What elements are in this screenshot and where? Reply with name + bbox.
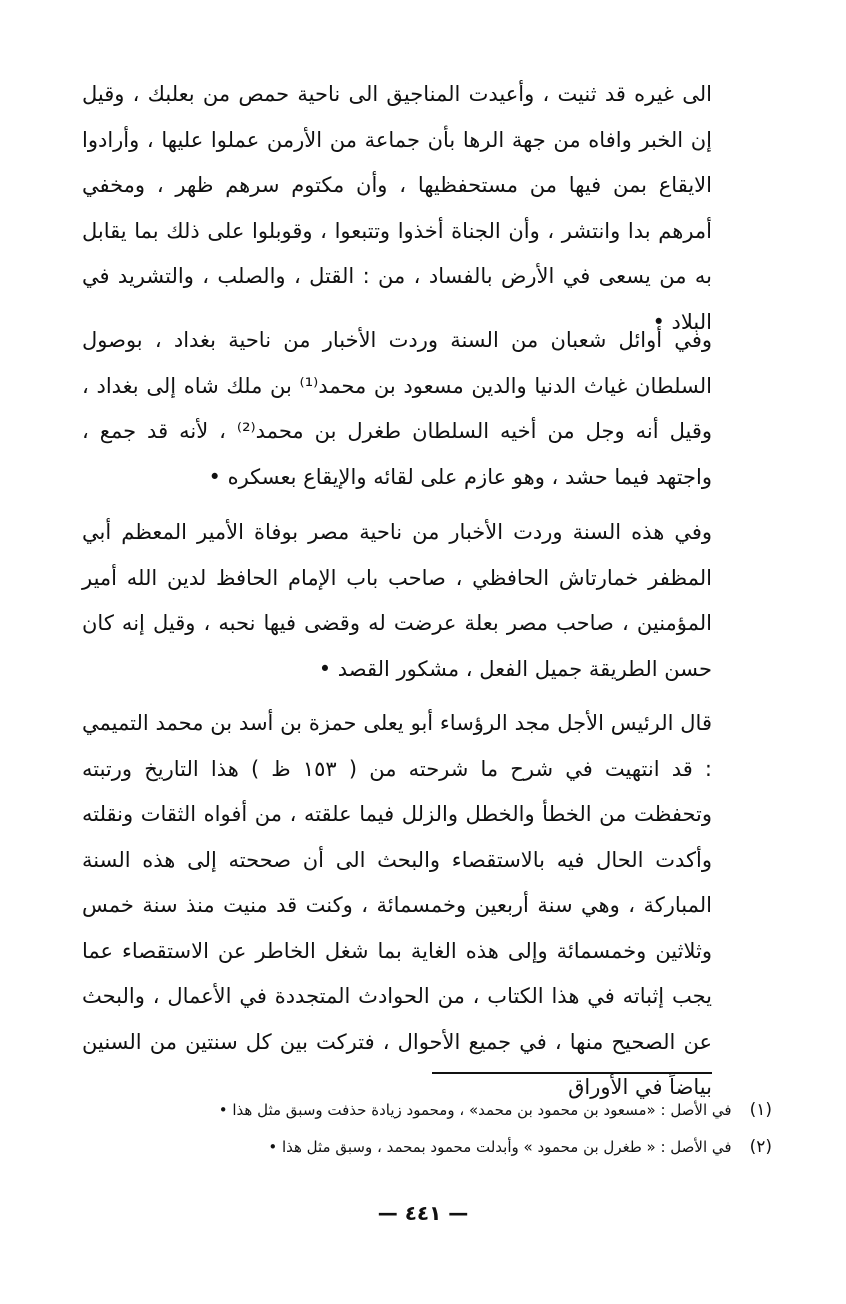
paragraph-author-statement: قال الرئيس الأجل مجد الرؤساء أبو يعلى حمزة بن أسد بن محمد التميمي : قد انتهيت في شرح ما شرحته من ( ١٥٣ ظ ) هذا التاريخ ورتبته وتحفظت من الخطأ والخطل والزلل فيما علقته ، من أفواه الثقات ونقلته وأكدت الحال فيه بالاستقصاء والبحث الى أن صححته إلى هذه السنة المباركة ، وهي سنة أربعين وخمسمائة ، وكنت قد منيت منذ سنة خمس وثلاثين وخمسمائة وإلى هذه الغاية بما شغل الخاطر عن الاستقصاء عما يجب إثباته في هذا الكتاب ، من الحوادث المتجددة في الأعمال ، والبحث عن الصحيح منها ، في جميع الأحوال ، فتركت بين كل سنتين من السنين بياضاً في الأوراق — [82, 711, 712, 1099]
footnote-2 — [82, 1133, 772, 1161]
paragraph-continuation: الى غيره قد ثنيت ، وأعيدت المناجيق الى ناحية حمص من بعلبك ، وقيل إن الخبر وافاه من جهة الرها بأن جماعة من الأرمن عملوا عليها ، وأرادوا الايقاع بمن فيها من مستحفظيها ، وأن مكتوم سرهم ظهر ، ومخفي أمرهم بدا وانتشر ، وأن الجناة أخذوا وتتبعوا ، وقوبلوا على ذلك بما يقابل به من يسعى في الأرض بالفساد ، من : القتل ، والصلب ، والتشريد في البلاد • — [82, 82, 712, 334]
footnote-1-number: (١) — [749, 1100, 772, 1120]
footnote-1 — [82, 1096, 772, 1124]
paragraph-shaban-baghdad-news: وفي أوائل شعبان من السنة وردت الأخبار من ناحية بغداد ، بوصول السلطان غياث الدنيا والدين مسعود بن محمد⁽¹⁾ بن ملك شاه إلى بغداد ، وقيل أنه وجل من أخيه السلطان طغرل بن محمد⁽²⁾ ، لأنه قد جمع ، واجتهد فيما حشد ، وهو عازم على لقائه والإيقاع بعسكره • — [82, 328, 713, 489]
page-number: — ٤٤١ — — [377, 1201, 469, 1225]
footnote-2-text: في الأصل : « طغرل بن محمود » وأبدلت محمود بمحمد ، وسبق مثل هذا • — [268, 1138, 732, 1156]
footnote-2-number: (٢) — [749, 1137, 772, 1157]
paragraph-egypt-news: وفي هذه السنة وردت الأخبار من ناحية مصر بوفاة الأمير المعظم أبي المظفر خمارتاش الحافظي ، صاحب باب الإمام الحافظ لدين الله أمير المؤمنين ، صاحب مصر بعلة عرضت له وقضى فيها نحبه ، وقيل إنه كان حسن الطريقة جميل الفعل ، مشكور القصد • — [82, 520, 712, 681]
footnote-1-text: في الأصل : «مسعود بن محمود بن محمد» ، ومحمود زيادة حذفت وسبق مثل هذا • — [218, 1101, 732, 1119]
footnote-separator — [432, 1072, 712, 1074]
